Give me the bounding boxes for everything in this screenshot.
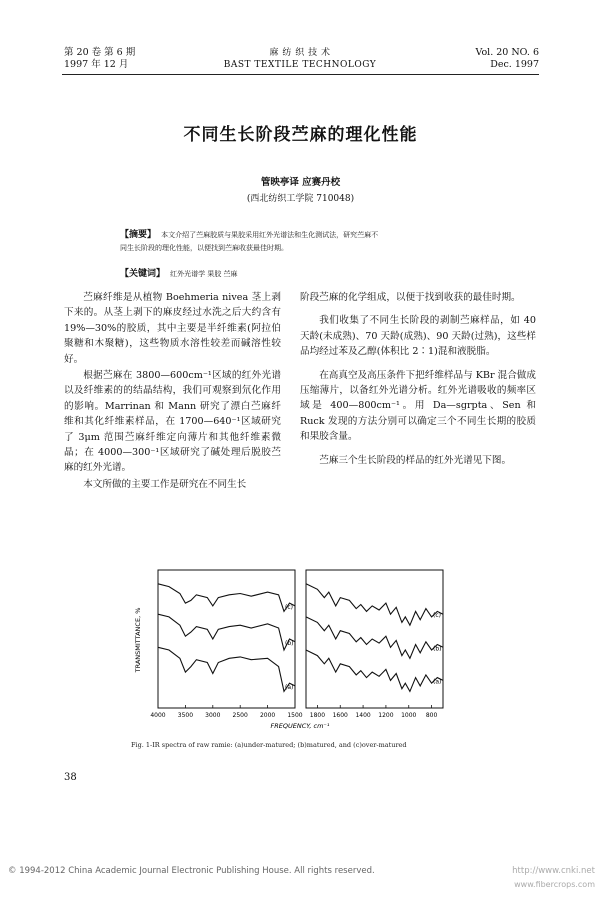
x-tick-label: 1500 <box>287 712 303 719</box>
paragraph: 根据苎麻在 3800—600cm⁻¹区域的红外光谱以及纤维素的的结晶结构，我们可观察到氘化作用的影响。Marrinan 和 Mann 研究了漂白苎麻纤维和其化纤维素样品，在 1700—640⁻¹区域研究了 3μm 范围苎麻纤维定向薄片和其他纤维素微晶；在 4000—300⁻¹区域研究了碱处理后脱胶苎麻的红外光谱。 <box>64 370 281 474</box>
panel-frame <box>306 570 443 708</box>
keywords-label: 【关键词】 <box>120 269 166 279</box>
panel-frame <box>158 570 295 708</box>
header-rule <box>62 74 539 75</box>
x-tick-label: 1200 <box>378 712 394 719</box>
left-column <box>64 290 281 492</box>
abstract <box>120 222 480 241</box>
x-tick-label: 1000 <box>401 712 417 719</box>
x-tick-label: 4000 <box>150 712 166 719</box>
paragraph: 阶段苎麻的化学组成，以便于找到收获的最佳时期。 <box>300 292 521 303</box>
series-label: (c) <box>433 612 441 620</box>
y-axis-label: TRANSMITTANCE, % <box>134 607 142 673</box>
series-label: (a) <box>433 678 442 686</box>
spectrum-line <box>158 584 295 612</box>
series-label: (b) <box>285 639 294 647</box>
footer-link[interactable]: http://www.cnki.net <box>512 866 595 876</box>
abstract-text-line1: 本文介绍了苎麻胶质与果胶采用红外光谱法和生化测试法，研究苎麻不 <box>161 231 379 239</box>
abstract-label: 【摘要】 <box>120 230 157 240</box>
series-label: (b) <box>433 645 442 653</box>
figure-caption: Fig. 1-IR spectra of raw ramie: (a)under-matured; (b)matured, and (c)over-matured <box>131 741 407 749</box>
x-tick-label: 2500 <box>232 712 248 719</box>
journal-volume-info-en <box>475 47 539 71</box>
x-tick-label: 3500 <box>177 712 194 719</box>
x-tick-label: 1800 <box>309 712 326 719</box>
x-tick-label: 1600 <box>332 712 348 719</box>
paragraph: 在高真空及高压条件下把纤维样品与 KBr 混合做成压缩薄片，以备红外光谱分析。红外光谱吸收的频率区域是 400—800cm⁻¹。用 Da—sgrpta、Sen 和 Ruck 发现的方法分别可以确定三个不同生长期的胶质和果胶含量。 <box>300 369 536 443</box>
keywords <box>120 261 238 280</box>
copyright-footer: © 1994-2012 China Academic Journal Electronic Publishing House. All rights reserved. <box>8 866 375 876</box>
x-axis-label: FREQUENCY, cm⁻¹ <box>270 722 330 730</box>
x-tick-label: 800 <box>425 712 438 719</box>
keywords-text: 红外光谱学 果胶 苎麻 <box>170 270 238 278</box>
series-label: (c) <box>285 603 293 611</box>
journal-title-cn: 麻 纺 织 技 术 <box>269 48 331 58</box>
page-number: 38 <box>64 772 77 783</box>
spectrum-line <box>306 617 443 658</box>
journal-title-block <box>200 47 400 71</box>
x-tick-label: 3000 <box>205 712 221 719</box>
x-tick-label: 1400 <box>355 712 371 719</box>
volume-issue-en: Vol. 20 NO. 6 <box>475 47 539 58</box>
journal-volume-info <box>64 47 135 71</box>
paragraph: 苎麻纤维是从植物 Boehmeria nivea 茎上剥下来的。从茎上剥下的麻皮经过水洗之后大约含有 19%—30%的胶质，其中主要是半纤维素(阿拉伯聚糖和木聚糖)，这些物质水溶性较差而碱溶性较好。 <box>64 292 281 365</box>
affiliation: (西北纺织工学院 710048) <box>246 194 355 204</box>
right-column <box>300 290 536 468</box>
authors: 管映亭译 应赛丹校 <box>260 177 341 188</box>
volume-issue: 第 20 卷 第 6 期 <box>64 47 136 58</box>
spectrum-line <box>158 614 295 650</box>
series-label: (a) <box>285 683 294 691</box>
paragraph: 本文所做的主要工作是研究在不同生长 <box>83 478 247 490</box>
paragraph: 苎麻三个生长阶段的样品的红外光谱见下图。 <box>319 454 512 466</box>
journal-title-en: BAST TEXTILE TECHNOLOGY <box>223 60 377 70</box>
x-tick-label: 2000 <box>259 712 276 719</box>
issue-date-en: Dec. 1997 <box>490 59 539 70</box>
spectrum-line <box>306 650 443 691</box>
article-title: 不同生长阶段苎麻的理化性能 <box>183 125 418 145</box>
spectrum-line <box>306 584 443 625</box>
spectrum-line <box>158 647 295 691</box>
abstract-text-line2: 同生长阶段的理化性能，以便找到苎麻收获最佳时期。 <box>120 244 288 252</box>
issue-date: 1997 年 12 月 <box>64 59 129 70</box>
paragraph: 我们收集了不同生长阶段的剥制苎麻样品，如 40 天龄(未成熟)、70 天龄(成熟)、90 天龄(过熟)，这些样品均经过苯及乙醇(体积比 2∶1)混和液脱脂。 <box>300 315 536 358</box>
watermark: www.fibercrops.com <box>514 880 595 889</box>
ir-spectra-figure <box>120 560 480 732</box>
